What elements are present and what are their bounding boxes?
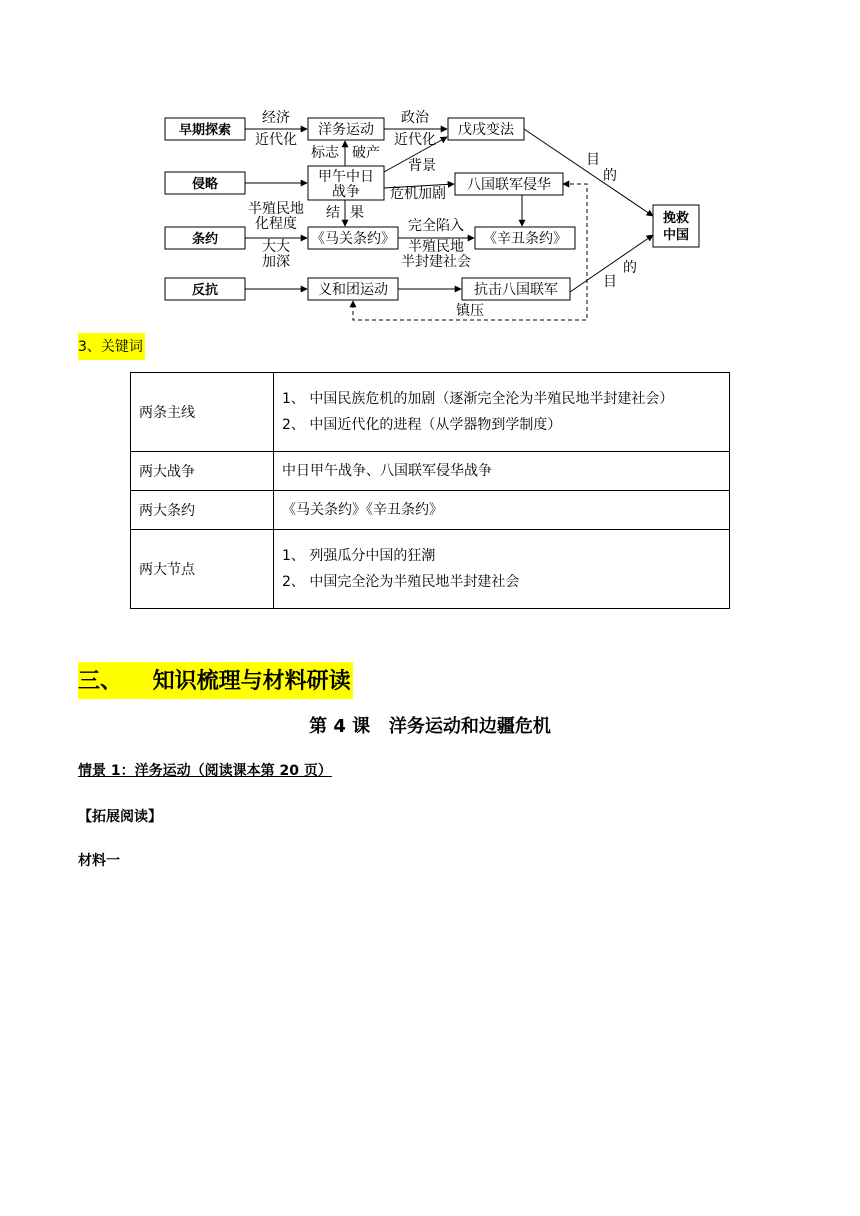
value-line: 1、 中国民族危机的加剧（逐渐完全沦为半殖民地半封建社会） <box>282 391 674 407</box>
label-semi-2: 化程度 <box>255 216 297 232</box>
label-econ-2: 近代化 <box>255 132 297 148</box>
label-deepen-2: 加深 <box>262 254 290 270</box>
box-yihetuan-label: 义和团运动 <box>318 282 388 298</box>
box-maguan-label: 《马关条约》 <box>311 231 395 247</box>
value-line: 2、 中国近代化的进程（从学器物到学制度） <box>282 417 562 433</box>
keyword-cell: 两条主线 <box>131 373 274 452</box>
table-row <box>131 373 730 452</box>
value-line: 2、 中国完全沦为半殖民地半封建社会 <box>282 574 520 590</box>
extended-reading-label: 【拓展阅读】 <box>78 809 162 825</box>
scene-1-heading: 情景 1：洋务运动（阅读课本第 20 页） <box>78 763 332 779</box>
label-complete: 完全陷入 <box>408 218 464 234</box>
label-bankrupt: 破产 <box>352 145 380 161</box>
value-cell <box>274 452 730 491</box>
label-purpose-bot-1: 的 <box>623 260 637 276</box>
box-baguo-resist-label: 抗击八国联军 <box>474 282 558 298</box>
label-pol-1: 政治 <box>401 110 429 126</box>
box-save-label-1: 挽救 <box>662 211 690 226</box>
box-resist-label: 反抗 <box>191 283 219 298</box>
box-jiawu-label-2: 战争 <box>332 184 360 200</box>
label-semi-soc-1: 半殖民地 <box>408 239 464 255</box>
keyword-cell: 两大条约 <box>131 491 274 530</box>
value-cell <box>274 491 730 530</box>
lesson-title: 第 4 课 洋务运动和边疆危机 <box>309 716 551 737</box>
label-background: 背景 <box>408 158 436 174</box>
label-econ-1: 经济 <box>262 110 290 126</box>
table-row <box>131 530 730 609</box>
box-invasion-label: 侵略 <box>191 177 219 192</box>
value-cell <box>274 373 730 452</box>
label-mark: 标志 <box>311 145 339 161</box>
keyword-cell: 两大节点 <box>131 530 274 609</box>
keyword-cell: 两大战争 <box>131 452 274 491</box>
box-early-label: 早期探索 <box>178 123 232 138</box>
box-wuxu-label: 戊戌变法 <box>458 122 514 138</box>
label-result-1: 结 <box>326 205 340 221</box>
value-line: 中日甲午战争、八国联军侵华战争 <box>282 463 492 479</box>
material-1-label: 材料一 <box>78 853 120 869</box>
value-line: 《马关条约》《辛丑条约》 <box>282 502 443 518</box>
table-row <box>131 491 730 530</box>
section-keywords-title: 3、关键词 <box>78 333 145 360</box>
box-save-label-2: 中国 <box>662 228 690 243</box>
box-treaty-label: 条约 <box>191 232 219 247</box>
box-xinchou-label: 《辛丑条约》 <box>483 231 567 247</box>
box-baguo-invade-label: 八国联军侵华 <box>467 177 551 193</box>
diagram-svg <box>150 100 710 330</box>
label-purpose-top-1: 目 <box>586 152 600 168</box>
history-flow-diagram <box>150 100 710 330</box>
label-pol-2: 近代化 <box>394 132 436 148</box>
label-deepen-1: 大大 <box>262 239 290 255</box>
label-purpose-bot-2: 目 <box>603 274 617 290</box>
keywords-table <box>130 372 730 609</box>
label-purpose-top-2: 的 <box>603 168 617 184</box>
table-row <box>131 452 730 491</box>
label-result-2: 果 <box>350 205 364 221</box>
box-yangwu-label: 洋务运动 <box>318 122 374 138</box>
label-crisis: 危机加剧 <box>390 186 446 202</box>
value-line: 1、 列强瓜分中国的狂潮 <box>282 548 436 564</box>
label-semi-1: 半殖民地 <box>248 201 304 217</box>
box-jiawu-label-1: 甲午中日 <box>318 169 374 185</box>
value-cell <box>274 530 730 609</box>
section-heading-3: 三、 知识梳理与材料研读 <box>78 662 353 699</box>
label-semi-soc-2: 半封建社会 <box>401 254 471 270</box>
label-suppress: 镇压 <box>456 303 484 319</box>
